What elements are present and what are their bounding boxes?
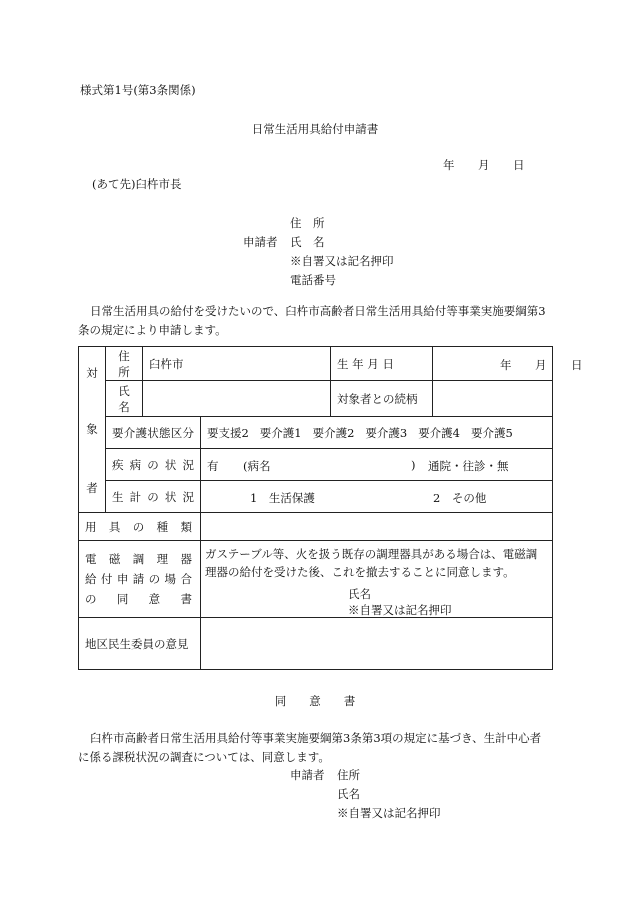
consent-address-label: 住所: [337, 768, 360, 782]
form-number-label: 様式第1号(第3条関係): [80, 83, 196, 97]
care-option-5[interactable]: 要介護4: [418, 425, 461, 440]
commissioner-opinion-value[interactable]: [201, 618, 553, 670]
consent-signature-note: ※自署又は記名押印: [337, 806, 441, 820]
birthdate-label: 生 年 月 日: [331, 347, 433, 381]
date-year: 年: [443, 158, 455, 172]
livelihood-value[interactable]: [201, 481, 553, 513]
consent-applicant-label: 申請者: [290, 768, 325, 782]
disease-visit-status: 通院・往診・無: [428, 459, 509, 473]
applicant-address-label: 住 所: [290, 216, 325, 230]
relation-label: 対象者との続柄: [331, 381, 433, 417]
care-option-2[interactable]: 要介護1: [259, 425, 302, 440]
care-level-label: 要 介 護 状 態 区 分: [106, 417, 201, 449]
consent-title: 同 意 書: [274, 694, 356, 708]
name-value[interactable]: [143, 381, 331, 417]
care-option-1[interactable]: 要支援2: [207, 425, 249, 440]
relation-value[interactable]: [433, 381, 553, 417]
disease-has: 有: [207, 459, 219, 473]
care-option-6[interactable]: 要介護5: [470, 425, 513, 440]
birth-year: 年: [500, 358, 512, 372]
name-label: 氏 名: [106, 381, 143, 417]
subject-label-cell: [79, 347, 106, 513]
applicant-name-label: 氏 名: [290, 235, 325, 249]
induction-consent-notice[interactable]: [201, 541, 553, 618]
birth-day: 日: [571, 358, 583, 372]
date-month: 月: [478, 158, 490, 172]
consent-statement: 臼杵市高齢者日常生活用具給付等事業実施要綱第3条第3項の規定に基づき、生計中心者に係る課税状況の調査については、同意します。: [78, 731, 542, 764]
document-title: 日常生活用具給付申請書: [251, 122, 379, 136]
induction-signature-note: ※自署又は記名押印: [348, 603, 452, 617]
induction-notice-text: ガステーブル等、火を扱う既存の調理器具がある場合は、電磁調理器の給付を受けた後、これを撤去することに同意します。: [205, 547, 538, 579]
subject-char-3: 者: [86, 481, 98, 495]
addressee: (あて先)臼杵市長: [92, 177, 182, 191]
applicant-signature-note: ※自署又は記名押印: [290, 254, 394, 268]
induction-consent-label: 電 磁 調 理 器 給 付 申 請 の 場 合 の 同 意 書: [79, 541, 201, 618]
equipment-type-label: 用 具 の 種 類: [79, 513, 201, 541]
livelihood-option-2[interactable]: 2 その他: [433, 491, 487, 505]
commissioner-opinion-label: 地区民生委員の意見: [79, 618, 201, 670]
application-statement: 日常生活用具の給付を受けたいので、臼杵市高齢者日常生活用具給付等事業実施要綱第3条の規定により申請します。: [78, 304, 546, 337]
care-level-options[interactable]: [201, 417, 553, 449]
livelihood-option-1[interactable]: 1 生活保護: [250, 491, 315, 505]
application-table: [78, 346, 583, 670]
disease-name-close: ): [411, 458, 416, 472]
date-day: 日: [513, 158, 525, 172]
induction-name-label: 氏名: [348, 587, 371, 601]
address-value[interactable]: 臼杵市: [143, 347, 331, 381]
consent-name-label: 氏名: [337, 787, 360, 801]
applicant-phone-label: 電話番号: [290, 273, 336, 287]
care-option-4[interactable]: 要介護3: [365, 425, 408, 440]
care-option-3[interactable]: 要介護2: [312, 425, 355, 440]
disease-name-label: (病名: [243, 459, 271, 473]
address-label: 住 所: [106, 347, 143, 381]
disease-status-value[interactable]: [201, 449, 553, 481]
applicant-label: 申請者: [243, 235, 278, 249]
disease-status-label: 疾 病 の 状 況: [106, 449, 201, 481]
subject-char-2: 象: [86, 422, 98, 436]
birthdate-value[interactable]: [433, 347, 583, 381]
subject-char-1: 対: [86, 366, 98, 380]
birth-month: 月: [535, 358, 547, 372]
equipment-type-value[interactable]: [201, 513, 553, 541]
livelihood-label: 生 計 の 状 況: [106, 481, 201, 513]
